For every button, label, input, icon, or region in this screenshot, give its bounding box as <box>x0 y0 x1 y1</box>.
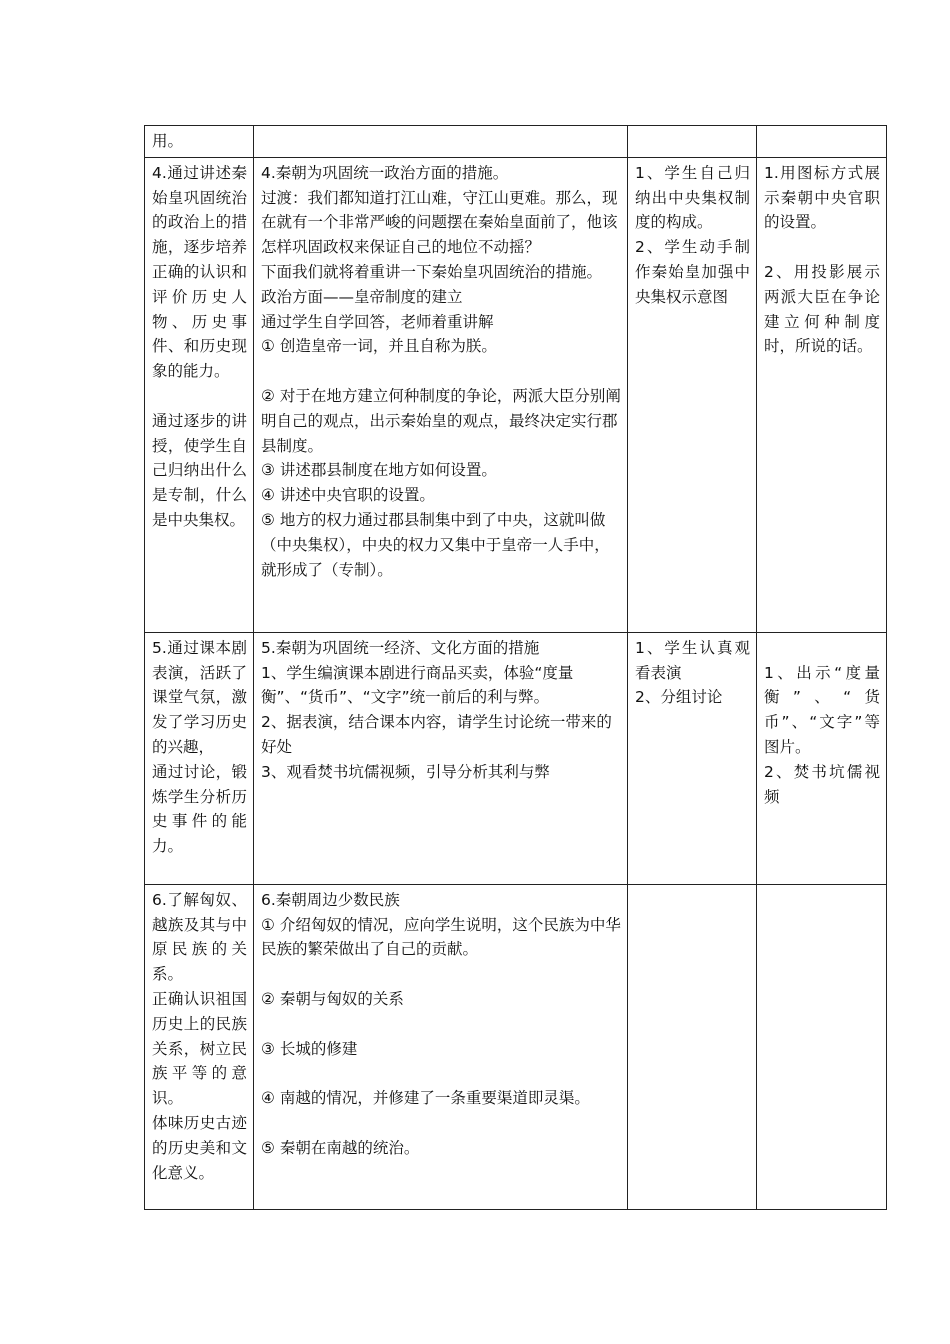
cell-text: ① 介绍匈奴的情况，应向学生说明，这个民族为中华民族的繁荣做出了自己的贡献。 <box>261 915 621 959</box>
table-row <box>145 126 887 158</box>
cell-text: ② 对于在地方建立何种制度的争论，两派大臣分别阐明自己的观点，出示秦始皇的观点，最终决定实行郡县制度。 <box>261 386 621 455</box>
cell-text: 4.通过讲述秦始皇巩固统治的政治上的措施，逐步培养正确的认识和评价历史人物、历史事件、和历史现象的能力。 <box>152 163 247 381</box>
goal-cell <box>145 632 254 884</box>
blank-line <box>764 235 880 260</box>
cell-text: 2、分组讨论 <box>635 688 723 707</box>
cell-text: 3、观看焚书坑儒视频，引导分析其利与弊 <box>261 762 550 781</box>
blank-line <box>261 1061 621 1086</box>
goal-cell <box>145 126 254 158</box>
blank-line <box>261 359 621 384</box>
cell-text: 4.秦朝为巩固统一政治方面的措施。 <box>261 163 509 182</box>
cell-text: 1、学生编演课本剧进行商品买卖，体验“度量衡”、“货币”、“文字”统一前后的利与弊。 <box>261 663 574 707</box>
student-activity-cell <box>628 632 757 884</box>
cell-text: ④ 讲述中央官职的设置。 <box>261 486 435 505</box>
blank-line <box>152 384 247 409</box>
lesson-plan-table <box>144 125 887 1210</box>
cell-text: 政治方面——皇帝制度的建立 <box>261 287 463 306</box>
content-cell <box>254 126 628 158</box>
blank-line <box>261 962 621 987</box>
media-cell <box>757 126 887 158</box>
table-row <box>145 884 887 1209</box>
cell-text: 1、学生认真观看表演 <box>635 638 750 682</box>
cell-text: ① 创造皇帝一词，并且自称为朕。 <box>261 337 497 356</box>
cell-text: ⑤ 秦朝在南越的统治。 <box>261 1138 420 1157</box>
blank-line <box>764 636 880 661</box>
cell-text: 用。 <box>152 132 184 150</box>
student-activity-cell <box>628 157 757 632</box>
media-cell <box>757 884 887 1209</box>
student-activity-cell <box>628 126 757 158</box>
goal-cell <box>145 157 254 632</box>
content-cell <box>254 884 628 1209</box>
content-cell <box>254 157 628 632</box>
cell-text: ③ 长城的修建 <box>261 1039 358 1058</box>
cell-text: 体味历史古迹的历史美和文化意义。 <box>152 1113 247 1182</box>
cell-text: 5.秦朝为巩固统一经济、文化方面的措施 <box>261 638 540 657</box>
cell-text: ④ 南越的情况，并修建了一条重要渠道即灵渠。 <box>261 1089 590 1108</box>
cell-text: ③ 讲述郡县制度在地方如何设置。 <box>261 461 497 480</box>
blank-line <box>261 1012 621 1037</box>
cell-text: 5.通过课本剧表演，活跃了课堂气氛，激发了学习历史的兴趣， <box>152 638 247 756</box>
cell-text: 通过讨论，锻炼学生分析历史事件的能力。 <box>152 762 247 856</box>
cell-text: 过渡：我们都知道打江山难，守江山更难。那么，现在就有一个非常严峻的问题摆在秦始皇面前了，他该怎样巩固政权来保证自己的地位不动摇？ <box>261 188 618 257</box>
cell-text: 正确认识祖国历史上的民族关系，树立民族平等的意识。 <box>152 989 247 1108</box>
cell-text: 通过逐步的讲授，使学生自己归纳出什么是专制，什么是中央集权。 <box>152 411 247 529</box>
student-activity-cell <box>628 884 757 1209</box>
content-cell <box>254 632 628 884</box>
cell-text: 1.用图标方式展示秦朝中央官职的设置。 <box>764 163 880 232</box>
cell-text: 下面我们就将着重讲一下秦始皇巩固统治的措施。 <box>261 262 603 281</box>
cell-text: 2、学生动手制作秦始皇加强中央集权示意图 <box>635 238 750 306</box>
table-row <box>145 157 887 632</box>
cell-text: ② 秦朝与匈奴的关系 <box>261 989 404 1008</box>
cell-text: 1、出示“度量衡”、“货币”、“文字”等图片。 <box>764 663 880 756</box>
cell-text: 2、焚书坑儒视频 <box>764 762 880 806</box>
cell-text: 2、用投影展示两派大臣在争论建立何种制度时，所说的话。 <box>764 262 880 356</box>
cell-text: 6.了解匈奴、越族及其与中原民族的关系。 <box>152 890 247 984</box>
table-row <box>145 632 887 884</box>
media-cell <box>757 632 887 884</box>
cell-text: 6.秦朝周边少数民族 <box>261 890 400 909</box>
blank-line <box>261 1111 621 1136</box>
cell-text: 2、据表演，结合课本内容，请学生讨论统一带来的好处 <box>261 713 612 756</box>
media-cell <box>757 157 887 632</box>
cell-text: ⑤ 地方的权力通过郡县制集中到了中央，这就叫做（中央集权），中央的权力又集中于皇帝一人手中，就形成了（专制）。 <box>261 510 610 579</box>
cell-text: 1、学生自己归纳出中央集权制度的构成。 <box>635 163 750 232</box>
cell-text: 通过学生自学回答，老师着重讲解 <box>261 312 494 331</box>
goal-cell <box>145 884 254 1209</box>
